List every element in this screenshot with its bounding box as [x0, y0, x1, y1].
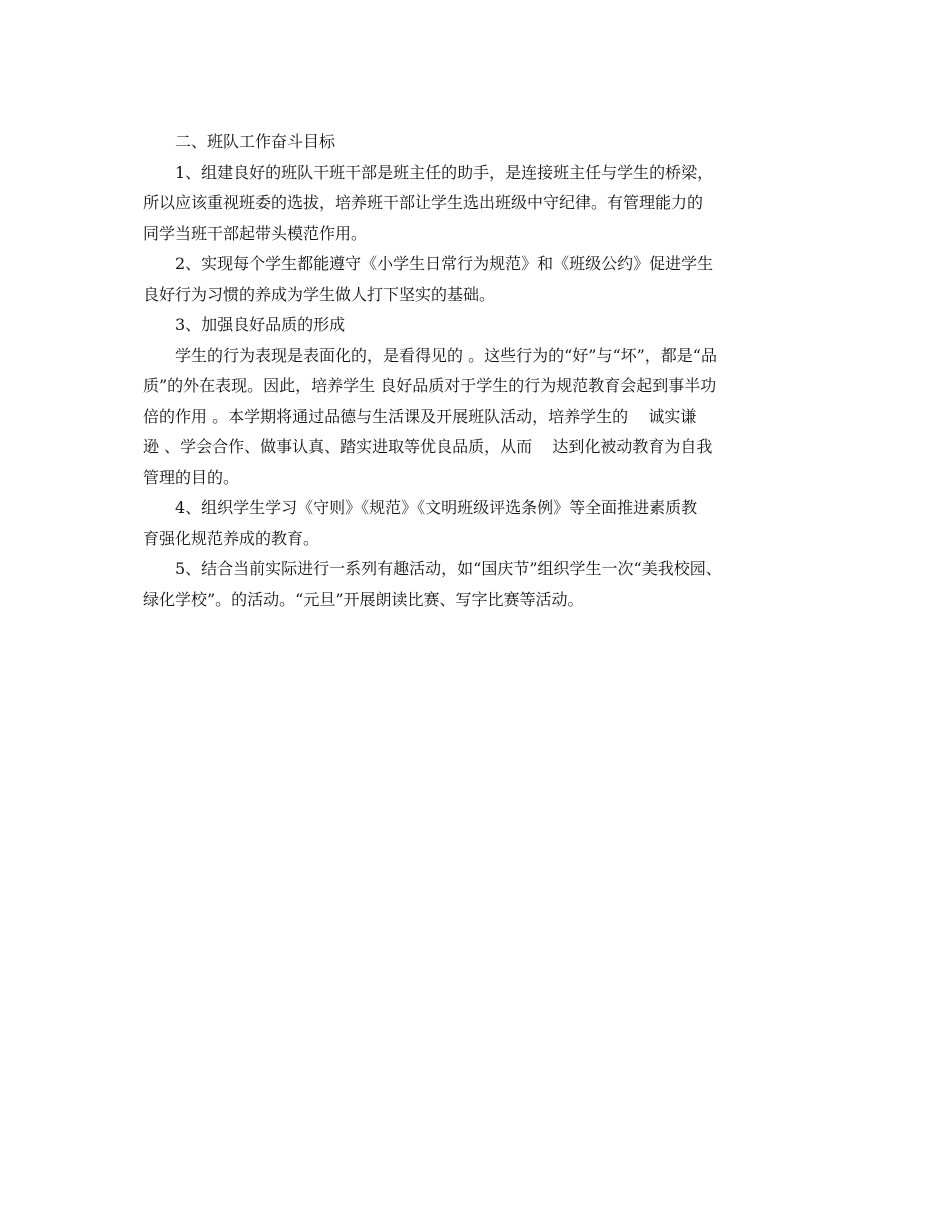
paragraph-line: 良好行为习惯的养成为学生做人打下坚实的基础。 — [143, 284, 496, 304]
document-body — [143, 127, 808, 615]
paragraph-line: 2、实现每个学生都能遵守《小学生日常行为规范》和《班级公约》促进学生 — [175, 254, 714, 273]
paragraph-line: 1、组建良好的班队干班干部是班主任的助手，是连接班主任与学生的桥梁， — [175, 162, 714, 182]
paragraph-line: 倍的作用 。本学期将通过品德与生活课及开展班队活动，培养学生的 诚实谦 — [143, 406, 697, 426]
paragraph-line: 育强化规范养成的教育。 — [143, 528, 320, 548]
paragraph-line: 管理的目的。 — [143, 467, 240, 487]
paragraph-line: 质”的外在表现。因此，培养学生 良好品质对于学生的行为规范教育会起到事半功 — [143, 376, 717, 395]
paragraph-line: 3、加强良好品质的形成 — [175, 315, 346, 334]
paragraph-line: 逊 、学会合作、做事认真、踏实进取等优良品质，从而 达到化被动教育为自我 — [143, 437, 713, 456]
paragraph-line: 5、结合当前实际进行一系列有趣活动，如“国庆节”组织学生一次“美我校园、 — [175, 559, 722, 578]
paragraph-line: 学生的行为表现是表面化的，是看得见的 。这些行为的“好”与“坏”，都是“品 — [175, 345, 717, 365]
paragraph-line: 绿化学校”。的活动。“元旦”开展朗读比赛、写字比赛等活动。 — [143, 589, 584, 609]
paragraph-line: 4、组织学生学习《守则》《规范》《文明班级评选条例》等全面推进素质教 — [175, 498, 698, 517]
paragraph-line: 所以应该重视班委的选拔，培养班干部让学生选出班级中守纪律。有管理能力的 — [143, 193, 704, 212]
paragraph-line: 同学当班干部起带头模范作用。 — [143, 223, 368, 243]
section-heading: 二、班队工作奋斗目标 — [175, 132, 336, 151]
